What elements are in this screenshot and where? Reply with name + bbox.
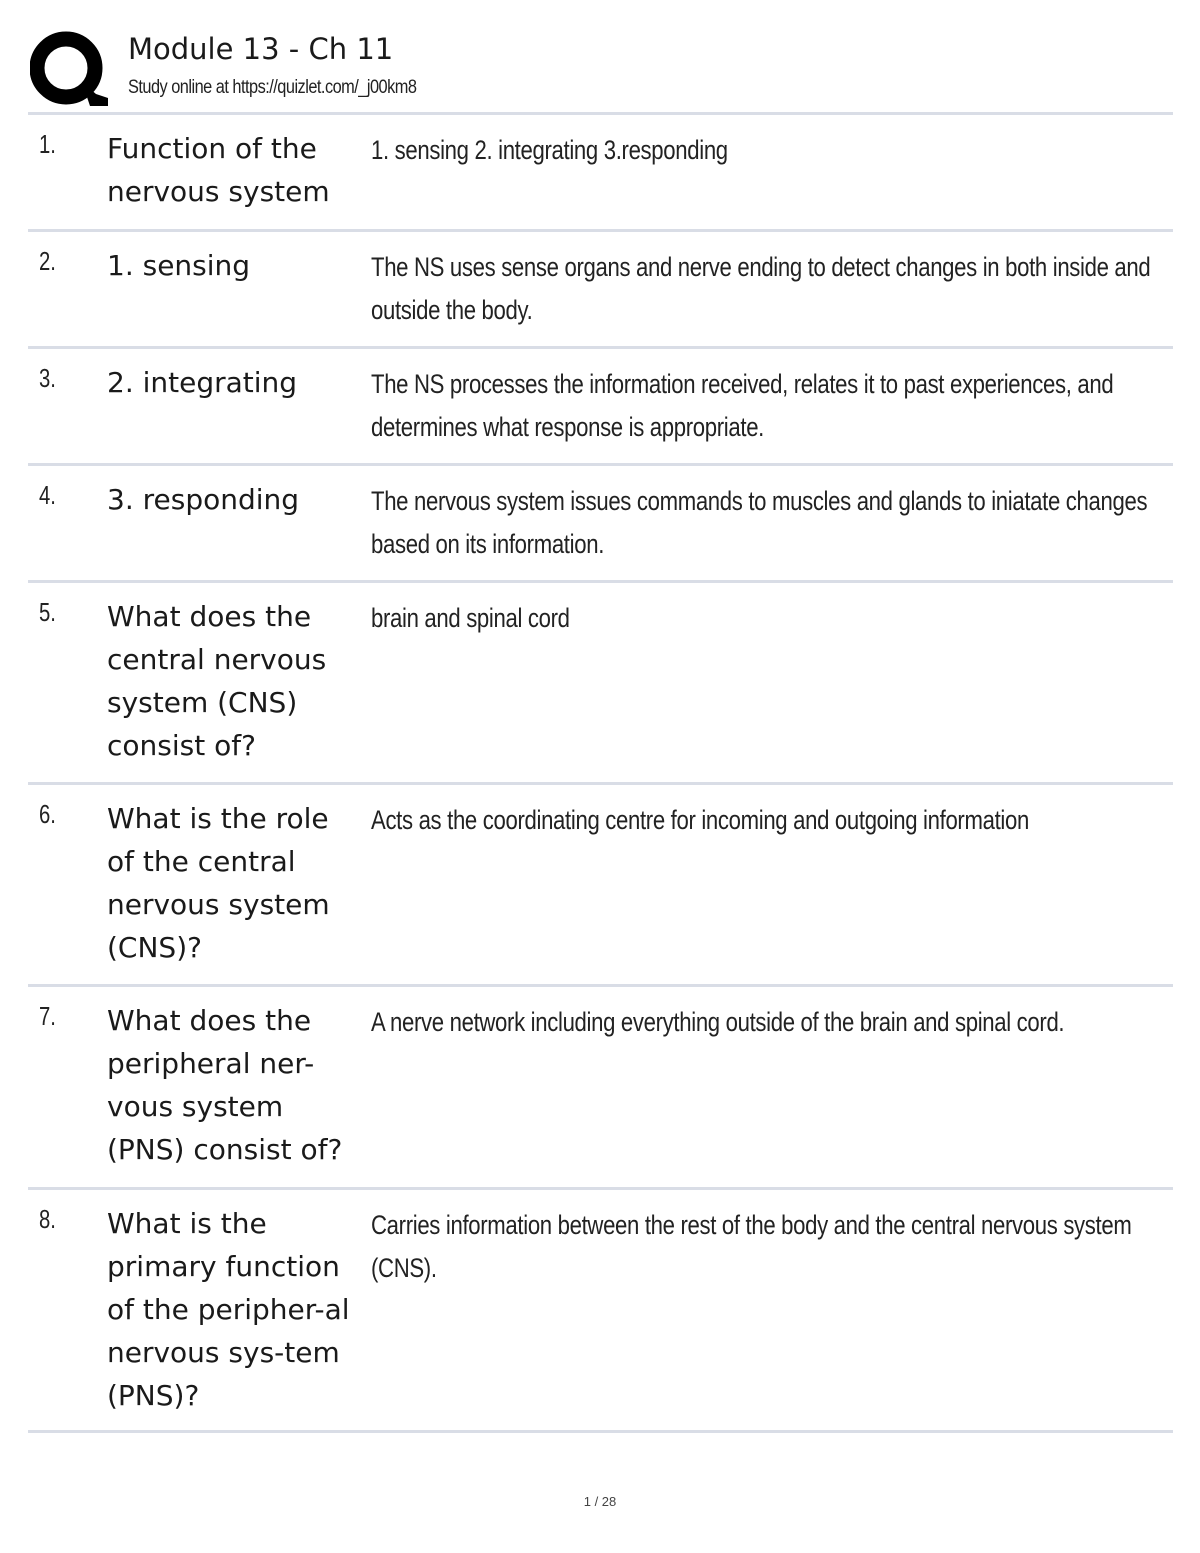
card-number: 6.: [39, 799, 56, 829]
flashcard-row: [28, 112, 1173, 229]
set-title: Module 13 - Ch 11: [128, 32, 394, 66]
card-definition: A nerve network including everything outside of the brain and spinal cord.: [371, 1007, 1065, 1037]
card-term: Function of the nervous system: [107, 132, 330, 208]
card-term: What is the role of the central nervous system (CNS)?: [107, 802, 330, 964]
card-number: 5.: [39, 597, 56, 627]
card-definition: 1. sensing 2. integrating 3.responding: [371, 135, 728, 165]
card-definition: brain and spinal cord: [371, 603, 570, 633]
flashcard-row: [28, 229, 1173, 346]
card-number: 7.: [39, 1001, 56, 1031]
card-number: 2.: [39, 246, 56, 276]
card-definition: Acts as the coordinating centre for incoming and outgoing information: [371, 805, 1029, 835]
card-number: 4.: [39, 480, 56, 510]
card-definition: The NS uses sense organs and nerve ending to detect changes in both inside and outside the body.: [371, 252, 1151, 325]
card-term: 1. sensing: [107, 249, 251, 282]
card-term: What is the primary function of the peripher-al nervous sys-tem (PNS)?: [107, 1207, 350, 1412]
card-definition: The NS processes the information received, relates it to past experiences, and determines what response is appropriate.: [371, 369, 1114, 442]
flashcard-list: [28, 112, 1173, 1433]
flashcard-row: [28, 984, 1173, 1187]
study-online-link[interactable]: Study online at https://quizlet.com/_j00km8: [128, 77, 417, 98]
page-indicator: 1 / 28: [583, 1494, 617, 1509]
flashcard-row: [28, 580, 1173, 782]
flashcard-row: [28, 782, 1173, 984]
card-number: 8.: [39, 1204, 56, 1234]
card-term: 2. integrating: [107, 366, 298, 399]
quizlet-logo-icon: [30, 30, 108, 108]
card-number: 3.: [39, 363, 56, 393]
card-definition: The nervous system issues commands to muscles and glands to iniatate changes based on its information.: [371, 486, 1148, 559]
flashcard-row: [28, 346, 1173, 463]
flashcard-row: [28, 1187, 1173, 1433]
card-number: 1.: [39, 129, 56, 159]
card-term: What does the central nervous system (CNS) consist of?: [107, 600, 327, 762]
card-definition: Carries information between the rest of the body and the central nervous system (CNS).: [371, 1210, 1132, 1283]
card-term: What does the peripheral ner-vous system (PNS) consist of?: [107, 1004, 343, 1166]
card-term: 3. responding: [107, 483, 300, 516]
page-header: [30, 30, 1172, 110]
flashcard-row: [28, 463, 1173, 580]
